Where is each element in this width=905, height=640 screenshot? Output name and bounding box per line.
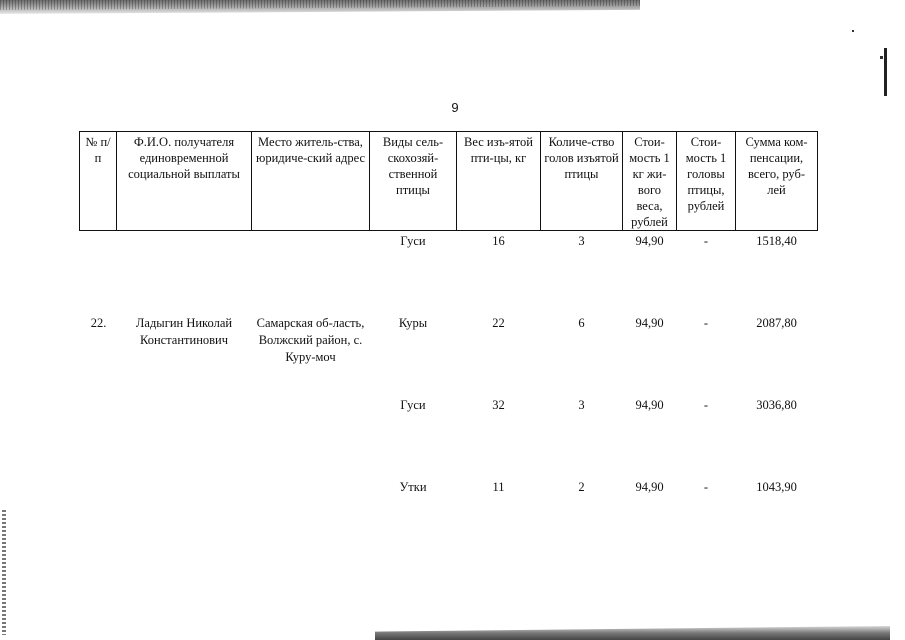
scan-speck — [880, 56, 883, 59]
cell-total: 3036,80 — [756, 397, 797, 412]
cell-price-per-head: - — [703, 397, 709, 412]
cell-number — [80, 477, 117, 537]
cell-price-per-head: - — [703, 315, 709, 330]
cell-head-count: 3 — [578, 234, 585, 248]
cell-total: 1043,90 — [756, 479, 797, 494]
cell-head-count: 2 — [578, 479, 585, 494]
scan-artifact-bottom — [375, 626, 890, 640]
cell-price-per-kg: 94,90 — [635, 234, 664, 248]
table-header-row — [80, 132, 818, 231]
cell-bird-type: Гуси — [400, 234, 426, 248]
cell-recipient-name: Ладыгин Николай Константинович — [135, 315, 233, 347]
cell-address: Самарская об-ласть, Волжский район, с. Куру-моч — [256, 315, 365, 364]
cell-bird-type: Куры — [398, 315, 428, 330]
header-weight: Вес изъ-ятой пти-цы, кг — [457, 132, 541, 231]
cell-bird-type: Гуси — [400, 397, 426, 412]
cell-weight: 22 — [492, 315, 505, 330]
cell-total: 2087,80 — [756, 315, 797, 330]
cell-weight: 11 — [492, 479, 505, 494]
cell-head-count: 3 — [578, 397, 585, 412]
cell-number: 22. — [90, 315, 107, 330]
table-row — [80, 313, 818, 395]
header-address: Место житель-ства, юридиче-ский адрес — [252, 132, 370, 231]
header-number: № п/п — [80, 132, 117, 231]
header-bird-type: Виды сель-скохозяй-ственной птицы — [370, 132, 457, 231]
cell-weight: 32 — [492, 397, 505, 412]
compensation-table — [79, 131, 818, 537]
scan-speck — [852, 30, 854, 32]
cell-weight: 16 — [492, 234, 505, 248]
cell-recipient-name — [117, 231, 252, 313]
cell-head-count: 6 — [578, 315, 585, 330]
cell-price-per-kg: 94,90 — [635, 479, 664, 494]
scan-artifact-left — [2, 510, 6, 635]
header-head-count: Количе-ство голов изъятой птицы — [541, 132, 623, 231]
header-recipient-name: Ф.И.О. получателя единовременной социальной выплаты — [117, 132, 252, 231]
page-number: 9 — [451, 100, 459, 115]
cell-address — [252, 395, 370, 477]
cell-recipient-name — [117, 477, 252, 537]
scan-artifact-right — [884, 48, 887, 96]
cell-total: 1518,40 — [756, 234, 797, 248]
cell-number — [80, 231, 117, 313]
cell-number — [80, 395, 117, 477]
cell-address — [252, 477, 370, 537]
cell-price-per-head: - — [703, 234, 709, 248]
header-price-per-head: Стои-мость 1 головы птицы, рублей — [677, 132, 736, 231]
table-row — [80, 231, 818, 313]
cell-address — [252, 231, 370, 313]
header-price-per-kg: Стои-мость 1 кг жи-вого веса, рублей — [623, 132, 677, 231]
cell-price-per-head: - — [703, 479, 709, 494]
table-row — [80, 477, 818, 537]
cell-price-per-kg: 94,90 — [635, 315, 664, 330]
table-row — [80, 395, 818, 477]
header-total: Сумма ком-пенсации, всего, руб-лей — [736, 132, 818, 231]
cell-price-per-kg: 94,90 — [635, 397, 664, 412]
cell-bird-type: Утки — [399, 479, 427, 494]
cell-recipient-name — [117, 395, 252, 477]
